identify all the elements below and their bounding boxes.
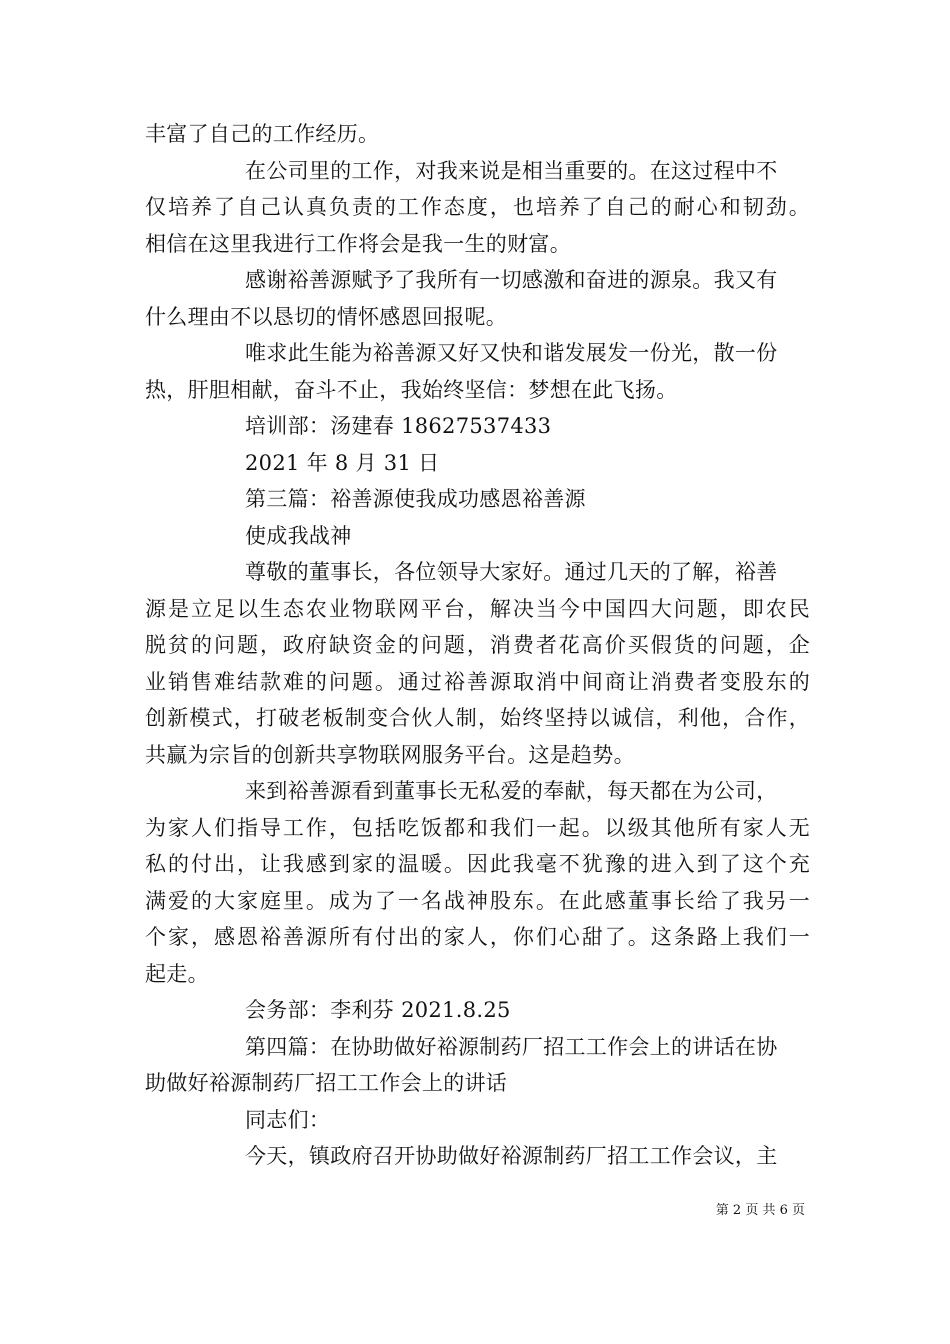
text-line-13: 尊敬的董事长，各位领导大家好。通过几天的了解，裕善 <box>245 560 778 584</box>
text-line-5: 感谢裕善源赋予了我所有一切感激和奋进的源泉。我又有 <box>245 268 778 292</box>
text-line-14: 源是立足以生态农业物联网平台，解决当今中国四大问题，即农民 <box>145 596 810 621</box>
text-line-3: 仅培养了自己认真负责的工作态度，也培养了自己的耐心和韧劲。 <box>145 195 810 219</box>
text-line-20: 为家人们指导工作，包括吃饭都和我们一起。以级其他所有家人无 <box>145 815 810 840</box>
author-line-conference: 会务部：李利芬 2021.8.25 <box>245 998 511 1022</box>
text-line-2: 在公司里的工作，对我来说是相当重要的。在这过程中不 <box>245 158 778 183</box>
text-line-16: 业销售难结款难的问题。通过裕善源取消中间商让消费者变股东的 <box>145 669 810 694</box>
author-line-training: 培训部：汤建春 18627537433 <box>245 414 552 438</box>
salutation: 同志们： <box>245 1107 331 1132</box>
section-title-4-cont: 助做好裕源制药厂招工工作会上的讲话 <box>145 1071 508 1095</box>
text-line-18: 共赢为宗旨的创新共享物联网服务平台。这是趋势。 <box>145 742 635 767</box>
text-line-15: 脱贫的问题，政府缺资金的问题，消费者花高价买假货的问题，企 <box>145 633 810 657</box>
document-body <box>145 116 810 1175</box>
text-line-21: 私的付出，让我感到家的温暖。因此我毫不犹豫的进入到了这个充 <box>145 852 810 876</box>
text-line-4: 相信在这里我进行工作将会是我一生的财富。 <box>145 231 571 256</box>
date-line: 2021 年 8 月 31 日 <box>245 450 440 475</box>
text-line-29: 今天，镇政府召开协助做好裕源制药厂招工工作会议，主 <box>245 1144 778 1168</box>
page-number-footer: 第 2 页 共 6 页 <box>715 1203 805 1218</box>
text-line-17: 创新模式，打破老板制变合伙人制，始终坚持以诚信，利他，合作， <box>145 706 810 730</box>
text-line-7: 唯求此生能为裕善源又好又快和谐发展发一份光，散一份 <box>245 341 778 365</box>
section-title-3: 第三篇：裕善源使我成功感恩裕善源 <box>245 487 586 511</box>
text-line-22: 满爱的大家庭里。成为了一名战神股东。在此感董事长给了我另一 <box>145 888 810 913</box>
text-line-8: 热，肝胆相献，奋斗不止，我始终坚信：梦想在此飞扬。 <box>145 377 678 402</box>
text-line-1: 丰富了自己的工作经历。 <box>145 122 380 146</box>
section-subtitle-3: 使成我战神 <box>245 523 352 548</box>
text-line-24: 起走。 <box>145 961 209 986</box>
section-title-4: 第四篇：在协助做好裕源制药厂招工工作会上的讲话在协 <box>245 1034 778 1059</box>
text-line-23: 个家，感恩裕善源所有付出的家人，你们心甜了。这条路上我们一 <box>145 925 810 949</box>
text-line-6: 什么理由不以恳切的情怀感恩回报呢。 <box>145 304 508 329</box>
text-line-19: 来到裕善源看到董事长无私爱的奉献，每天都在为公司， <box>245 779 778 803</box>
